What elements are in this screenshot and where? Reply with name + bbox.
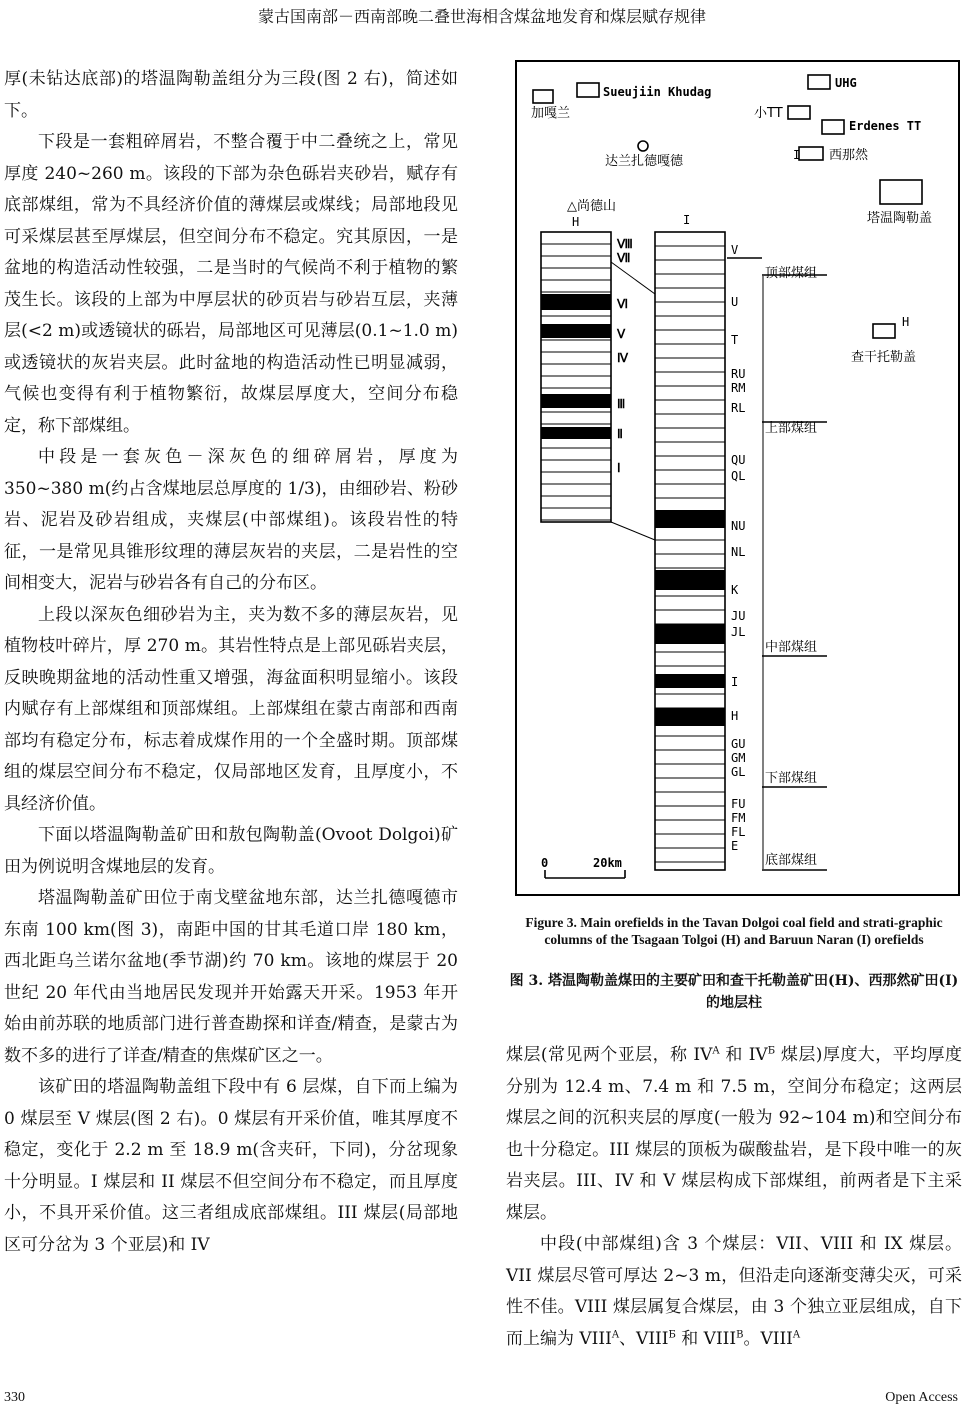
seam-label-h: Ⅶ	[617, 251, 631, 265]
group-label-bottom: 底部煤组	[765, 853, 818, 868]
column-i-frame	[655, 232, 725, 870]
correlation-line	[611, 262, 655, 294]
seam-label-i: GU	[731, 737, 746, 751]
running-header: 蒙古国南部－西南部晚二叠世海相含煤盆地发育和煤层赋存规律	[257, 7, 706, 26]
seam-label-i: H	[731, 709, 739, 723]
text-run: 。VIII	[743, 1328, 793, 1349]
seam-label-i: FM	[731, 811, 746, 825]
text-run: 和 VIII	[675, 1328, 737, 1349]
site-label-i: I	[793, 148, 801, 162]
paragraph	[506, 1040, 962, 1229]
seam-label-i: NU	[731, 519, 746, 533]
seam-label-i: GL	[731, 765, 746, 779]
paragraph: 上段以深灰色细砂岩为主，夹为数不多的薄层灰岩，见植物枝叶碎片，厚 270 m。其岩性特点是上部见砾岩夹层，反映晚期盆地的活动性重又增强，海盆面积明显缩小。该段内赋存有上部煤组和顶部煤组。上部煤组在蒙古南部和西南部均有稳定分布，标志着成煤作用的一个全盛时期。顶部煤组的煤层空间分布不稳定，仅局部地区发育，且厚度小，不具经济价值。	[4, 604, 458, 814]
column-h-frame	[541, 232, 611, 522]
stratigraphic-column-h	[541, 232, 655, 540]
site-marker-erdenes	[822, 120, 844, 134]
column-i-label: I	[683, 213, 691, 227]
paragraph: 下段是一套粗碎屑岩，不整合覆于中二叠统之上，常见厚度 240~260 m。该段的下部为杂色砾岩夹砂岩，赋存有底部煤组，常为不具经济价值的薄煤层或煤线；局部地段见可采煤层甚至厚煤层，但空间分布不稳定。究其原因，一是盆地的构造活动性较强，二是当时的气候尚不利于植物的繁茂生长。该段的上部为中厚层状的砂页岩与砂岩互层，夹薄层(<2 m)或透镜状的砾岩，局部地区可见薄层(0.1~1.0 m)或透镜状的灰岩夹层。此时盆地的构造活动性已明显减弱，气候也变得有利于植物繁衍，故煤层厚度大，空间分布稳定，称下部煤组。	[4, 132, 458, 436]
site-label-h: H	[902, 315, 910, 329]
coal-seam	[655, 708, 725, 726]
coal-seam	[541, 394, 611, 408]
right-column	[506, 1040, 962, 1355]
site-label-xiaott: 小TT	[754, 106, 783, 121]
superscript: A	[792, 1328, 801, 1340]
superscript: A	[712, 1045, 720, 1057]
page-number: 330	[4, 1390, 25, 1405]
seam-label-h: Ⅴ	[617, 327, 626, 341]
site-label-uhg: UHG	[835, 76, 857, 90]
site-marker-jiagalan	[533, 90, 553, 103]
seam-label-i: GM	[731, 751, 746, 765]
seam-label-i: NL	[731, 545, 746, 559]
text-run: 、VIII	[619, 1328, 669, 1349]
column-h-label: H	[572, 215, 580, 229]
paragraph: 中段是一套灰色－深灰色的细碎屑岩，厚度为 350~380 m(约占含煤地层总厚度的 1/3)，由细砂岩、粉砂岩、泥岩及砂岩组成，夹煤层(中部煤组)。该段岩性的特征，一是常见具锥形纹理的薄层灰岩的夹层，二是岩性的空间相变大，泥岩与砂岩各有自己的分布区。	[4, 447, 458, 593]
scale-distance: 20km	[593, 856, 622, 870]
coal-seam	[541, 427, 611, 439]
group-label-top: 顶部煤组	[765, 266, 818, 281]
seam-label-h: Ⅳ	[617, 351, 629, 365]
seam-label-h: Ⅵ	[617, 297, 629, 311]
figure-caption-en: Figure 3. Main orefields in the Tavan Dolgoi coal field and strati-graphic columns of the Tsagaan Tolgoi (H) and Baruun Naran (I) orefields	[525, 915, 943, 947]
seam-label-i: RL	[731, 401, 746, 415]
seam-label-i: QU	[731, 453, 746, 467]
seam-label-i: U	[731, 295, 739, 309]
paragraph: 厚(未钻达底部)的塔温陶勒盖组分为三段(图 2 右)，简述如下。	[4, 69, 458, 121]
paragraph	[506, 1229, 962, 1355]
coal-seam	[541, 324, 611, 338]
stratigraphic-column-i	[655, 232, 745, 870]
coal-seam	[655, 674, 725, 688]
figure-3	[515, 60, 960, 896]
site-label-shangdeshan: △尚德山	[567, 199, 616, 214]
seam-label-i: FL	[731, 825, 746, 839]
coal-seam	[655, 570, 725, 590]
site-marker-dalan	[638, 141, 648, 151]
site-marker-sueujiin	[577, 83, 599, 97]
text-run: 煤层)厚度大，平均厚度分别为 12.4 m、7.4 m 和 7.5 m，空间分布稳定；这两层煤层之间的沉积夹层的厚度(一般为 92~104 m)和空间分布也十分稳定。III 煤层的顶板为碳酸盐岩，是下段中唯一的灰岩夹层。III、IV 和 V 煤层构成下部煤组，前两者是下主采煤层。	[506, 1045, 962, 1223]
seam-label-i: RU	[731, 367, 746, 381]
seam-label-h: Ⅷ	[617, 237, 633, 251]
paragraph: 塔温陶勒盖矿田位于南戈壁盆地东部，达兰扎德嘎德市东南 100 km(图 3)，南距中国的甘其毛道口岸 180 km，西北距乌兰诺尔盆地(季节湖)约 70 km。该地的煤层于 20 世纪 20 年代由当地居民发现并开始露天开采。1953 年开始由前苏联的地质部门进行普查勘探和详查/精查，是蒙古为数不多的进行了详查/精查的焦煤矿区之一。	[4, 888, 458, 1066]
site-marker-tawen	[880, 180, 922, 204]
superscript: Б	[767, 1045, 776, 1057]
seam-label-i: V	[731, 243, 739, 257]
seam-label-i: JL	[731, 625, 746, 639]
site-marker-uhg	[808, 75, 830, 89]
seam-label-i: I	[731, 675, 739, 689]
seam-label-i: T	[731, 333, 739, 347]
site-marker-xiaott	[788, 106, 810, 119]
seam-label-i: K	[731, 583, 739, 597]
site-marker-xinaran	[799, 147, 823, 160]
site-label-jiagalan: 加嘎兰	[531, 106, 571, 121]
seam-label-h: Ⅰ	[617, 461, 621, 475]
left-column	[4, 64, 458, 1261]
open-access-label: Open Access	[885, 1390, 958, 1405]
seam-label-i: FU	[731, 797, 746, 811]
site-label-sueujiin: Sueujiin Khudag	[603, 85, 712, 99]
site-label-xinaran: 西那然	[829, 148, 869, 163]
site-marker-chagan	[873, 324, 895, 338]
site-label-tawen: 塔温陶勒盖	[867, 211, 933, 226]
figure-caption-zh: 图 3. 塔温陶勒盖煤田的主要矿田和查干托勒盖矿田(H)、西那然矿田(I)的地层柱	[509, 973, 959, 1011]
seam-label-i: JU	[731, 609, 746, 623]
seam-label-i: E	[731, 839, 739, 853]
coal-seam	[655, 510, 725, 528]
superscript: A	[611, 1328, 620, 1340]
text-run: 中段(中部煤组)含 3 个煤层：VII、VIII 和 IX 煤层。VII 煤层尽管可厚达 2~3 m，但沿走向逐渐变薄尖灭，可采性不佳。VIII 煤层属复合煤层，由 3 个独立亚层组成，自下而上编为 VIII	[506, 1234, 962, 1349]
group-label-middle: 中部煤组	[765, 640, 818, 655]
superscript: B	[736, 1328, 744, 1340]
seam-label-i: RM	[731, 381, 746, 395]
coal-seam	[541, 294, 611, 310]
group-label-upper: 上部煤组	[765, 421, 818, 436]
site-label-chagan: 查干托勒盖	[851, 350, 917, 365]
seam-label-i: QL	[731, 469, 746, 483]
superscript: Б	[668, 1328, 676, 1340]
paragraph: 下面以塔温陶勒盖矿田和敖包陶勒盖(Ovoot Dolgoi)矿田为例说明含煤地层的发育。	[4, 825, 458, 877]
text-run: 和 IV	[719, 1045, 768, 1065]
paragraph: 该矿田的塔温陶勒盖组下段中有 6 层煤，自下而上编为 0 煤层至 V 煤层(图 2 右)。0 煤层有开采价值，唯其厚度不稳定，变化于 2.2 m 至 18.9 m(含夹矸，下同)，分岔现象十分明显。I 煤层和 II 煤层不但空间分布不稳定，而且厚度小，不具开采价值。这三者组成底部煤组。III 煤层(局部地区可分岔为 3 个亚层)和 IV	[4, 1077, 458, 1255]
group-label-lower: 下部煤组	[765, 771, 818, 786]
correlation-line	[611, 522, 655, 540]
coal-seam	[655, 624, 725, 644]
seam-label-h: Ⅲ	[617, 397, 626, 411]
site-label-erdenes: Erdenes TT	[849, 119, 922, 133]
scale-zero: 0	[541, 856, 549, 870]
text-run: 煤层(常见两个亚层，称 IV	[506, 1045, 713, 1065]
seam-label-h: Ⅱ	[617, 427, 623, 441]
site-label-dalan: 达兰扎德嘎德	[605, 154, 684, 169]
